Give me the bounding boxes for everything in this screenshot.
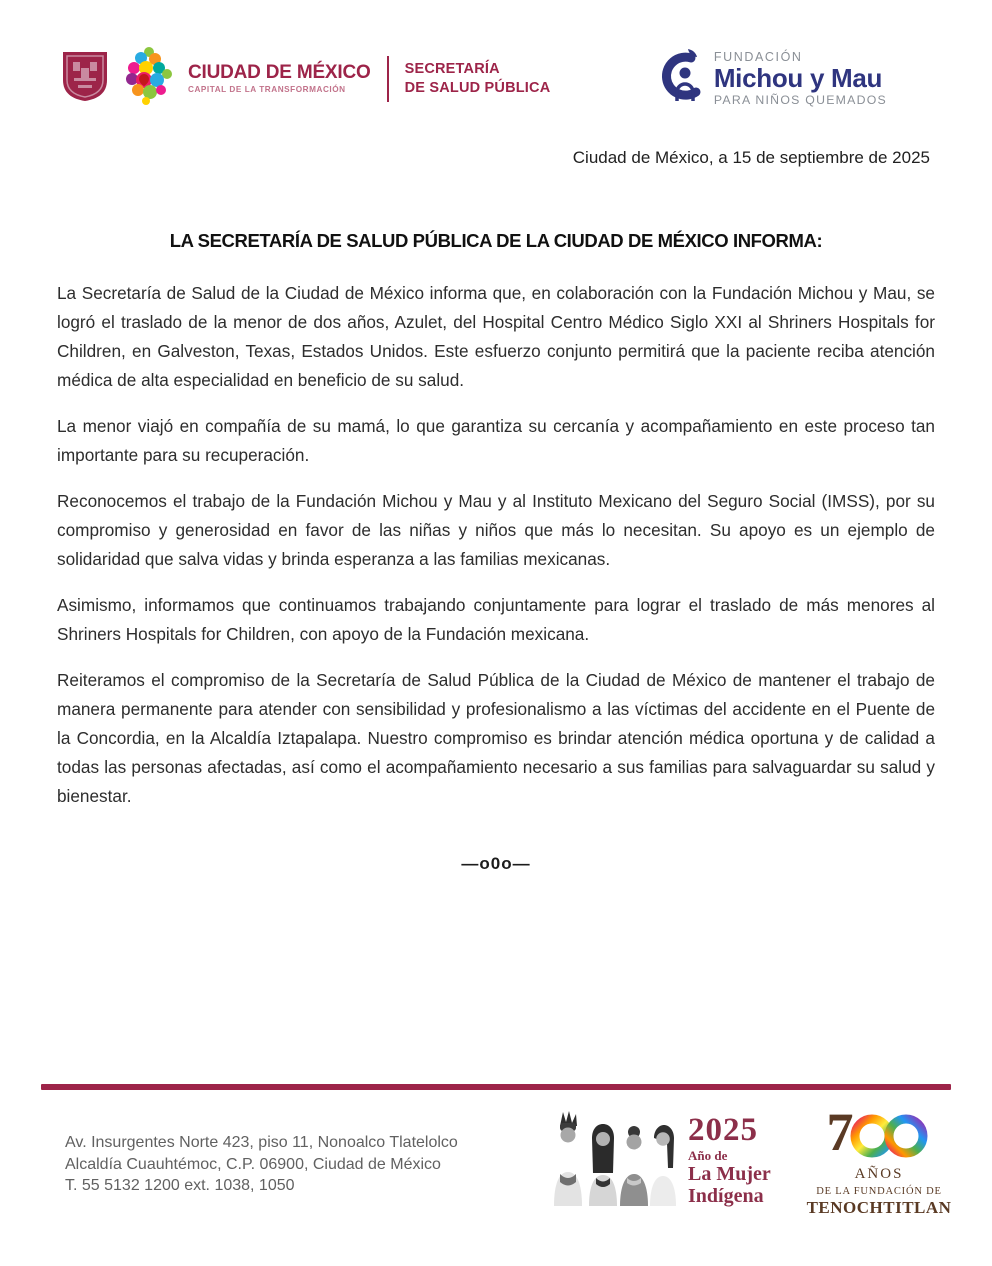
- cdmx-map-icon: [122, 46, 176, 111]
- michou-wordmark: [714, 51, 887, 107]
- tenochtitlan-700-logo: [800, 1102, 958, 1218]
- header-divider: [387, 56, 389, 102]
- dateline: Ciudad de México, a 15 de septiembre de 2025: [572, 148, 930, 167]
- secretaria-wordmark: [405, 60, 551, 98]
- footer-rule: [41, 1084, 951, 1090]
- michou-fundacion-label: FUNDACIÓN: [713, 49, 803, 64]
- paragraph-5: Reiteramos el compromiso de la Secretaría de Salud Pública de la Ciudad de México de mantener el trabajo de manera permanente para atender con sensibilidad y profesionalismo a las víctimas del accidente en el Puente de la Concordia, en la Alcaldía Iztapalapa. Nuestro compromiso es brindar atención médica oportuna y de calidad a todas las personas afectadas, así como el acompañamiento necesario a sus familias para salvaguardar su salud y bienestar.: [57, 670, 935, 806]
- tenochtitlan-numeral: 7: [826, 1102, 854, 1162]
- cdmx-subtitle: CAPITAL DE LA TRANSFORMACIÓN: [188, 84, 346, 94]
- address-line-3: T. 55 5132 1200 ext. 1038, 1050: [65, 1177, 295, 1194]
- mujer-year: 2025: [688, 1111, 758, 1148]
- address-line-1: Av. Insurgentes Norte 423, piso 11, Nonoalco Tlatelolco: [65, 1134, 458, 1151]
- michou-tagline: PARA NIÑOS QUEMADOS: [713, 93, 887, 108]
- cdmx-wordmark: [188, 63, 371, 95]
- mujer-line3: Indígena: [688, 1184, 764, 1207]
- address-line-2: Alcaldía Cuauhtémoc, C.P. 06900, Ciudad de México: [65, 1155, 441, 1173]
- tenochtitlan-anios: AÑOS: [854, 1166, 904, 1182]
- paragraph-2: La menor viajó en compañía de su mamá, lo que garantiza su cercanía y acompañamiento en este proceso tan importante para su recuperación.: [57, 416, 935, 465]
- cdmx-title: CIUDAD DE MÉXICO: [188, 61, 371, 83]
- tenochtitlan-rings-icon: [848, 1108, 932, 1169]
- mujer-indigena-image: [546, 1108, 676, 1211]
- secretaria-line1: SECRETARÍA: [404, 60, 500, 77]
- michou-name: Michou y Mau: [713, 63, 883, 94]
- closing-mark: —o0o—: [461, 854, 531, 873]
- mujer-indigena-wordmark: [688, 1111, 771, 1207]
- michou-y-mau-logo: [658, 46, 887, 111]
- footer-address: [65, 1132, 458, 1197]
- paragraph-3: Reconocemos el trabajo de la Fundación Michou y Mau y al Instituto Mexicano del Seguro Social (IMSS), por su compromiso y generosidad en favor de las niñas y niños que más lo necesitan. Su apoyo es un ejemplo de solidaridad que salva vidas y brinda esperanza a las familias mexicanas.: [57, 491, 935, 569]
- tenochtitlan-700-mark: [800, 1102, 958, 1164]
- mujer-indigena-logo: [546, 1108, 771, 1211]
- tenochtitlan-line3: TENOCHTITLAN: [806, 1198, 952, 1217]
- document-body: [57, 279, 935, 878]
- paragraph-4: Asimismo, informamos que continuamos trabajando conjuntamente para lograr el traslado de más menores al Shriners Hospitals for Children, con apoyo de la Fundación mexicana.: [57, 595, 935, 644]
- tenochtitlan-line2: DE LA FUNDACIÓN DE: [816, 1186, 942, 1197]
- secretaria-line2: DE SALUD PÚBLICA: [404, 79, 551, 96]
- mujer-line2: La Mujer: [688, 1162, 771, 1185]
- header: [60, 46, 932, 111]
- michou-child-icon: [658, 46, 706, 111]
- document-title: LA SECRETARÍA DE SALUD PÚBLICA DE LA CIUDAD DE MÉXICO INFORMA:: [169, 230, 823, 251]
- cdmx-government-logo: [60, 46, 550, 111]
- cdmx-crest-icon: [60, 48, 110, 109]
- paragraph-1: La Secretaría de Salud de la Ciudad de México informa que, en colaboración con la Fundación Michou y Mau, se logró el traslado de la menor de dos años, Azulet, del Hospital Centro Médico Siglo XXI al Shriners Hospitals for Children, en Galveston, Texas, Estados Unidos. Este esfuerzo conjunto permitirá que la paciente reciba atención médica de alta especialidad en beneficio de su salud.: [57, 283, 935, 390]
- mujer-line1: Año de: [688, 1147, 728, 1163]
